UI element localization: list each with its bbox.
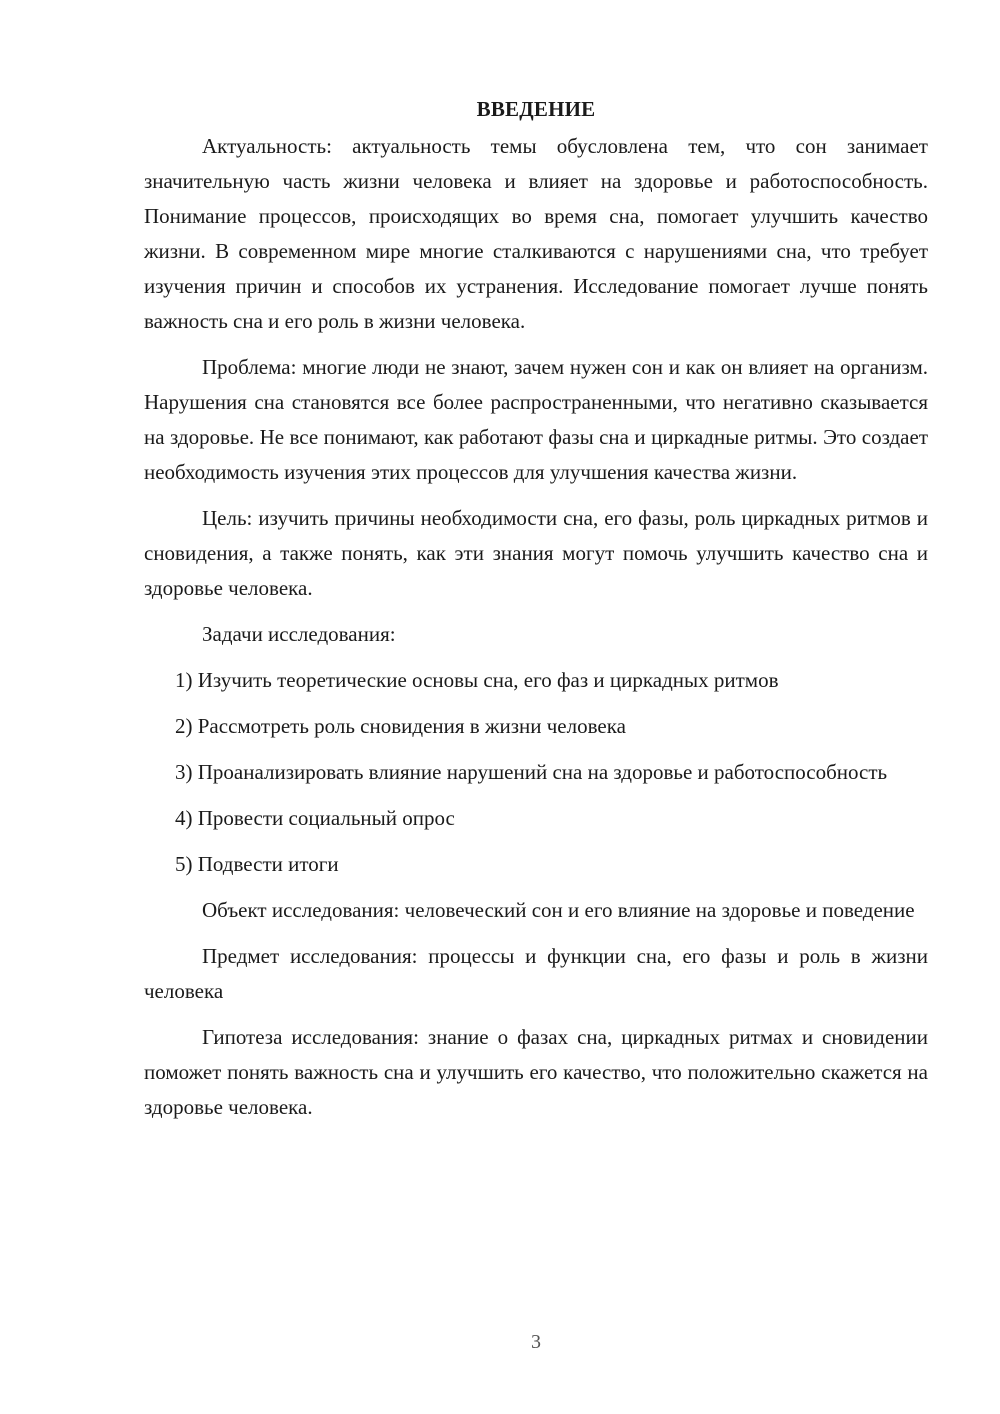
- paragraph-goal: Цель: изучить причины необходимости сна, его фазы, роль циркадных ритмов и сновидения, а также понять, как эти знания могут помочь улучшить качество сна и здоровье человека.: [144, 506, 928, 600]
- list-item: 5) Подвести итоги: [175, 852, 339, 876]
- tasks-list: [144, 663, 928, 882]
- tasks-heading: Задачи исследования:: [202, 622, 396, 646]
- paragraph-relevance: Актуальность: актуальность темы обусловлена тем, что сон занимает значительную часть жизни человека и влияет на здоровье и работоспособность. Понимание процессов, происходящих во время сна, помогает улучшить качество жизни. В современном мире многие сталкиваются с нарушениями сна, что требует изучения причин и способов их устранения. Исследование помогает лучше понять важность сна и его роль в жизни человека.: [144, 134, 928, 333]
- list-item: 4) Провести социальный опрос: [175, 806, 455, 830]
- list-item: 3) Проанализировать влияние нарушений сна на здоровье и работоспособность: [175, 760, 888, 784]
- paragraph-problem: Проблема: многие люди не знают, зачем нужен сон и как он влияет на организм. Нарушения сна становятся все более распространенными, что негативно сказывается на здоровье. Не все понимают, как работают фазы сна и циркадные ритмы. Это создает необходимость изучения этих процессов для улучшения качества жизни.: [144, 355, 928, 484]
- section-heading: ВВЕДЕНИЕ: [476, 97, 596, 121]
- list-item: 2) Рассмотреть роль сновидения в жизни человека: [175, 714, 626, 738]
- document-page: [144, 92, 928, 1136]
- paragraph-hypothesis: Гипотеза исследования: знание о фазах сна, циркадных ритмах и сновидении поможет понять важность сна и улучшить его качество, что положительно скажется на здоровье человека.: [144, 1025, 928, 1119]
- page-number: 3: [531, 1331, 541, 1353]
- paragraph-object: Объект исследования: человеческий сон и его влияние на здоровье и поведение: [202, 898, 915, 922]
- list-item: 1) Изучить теоретические основы сна, его фаз и циркадных ритмов: [175, 668, 779, 692]
- paragraph-subject: Предмет исследования: процессы и функции сна, его фазы и роль в жизни человека: [144, 944, 928, 1003]
